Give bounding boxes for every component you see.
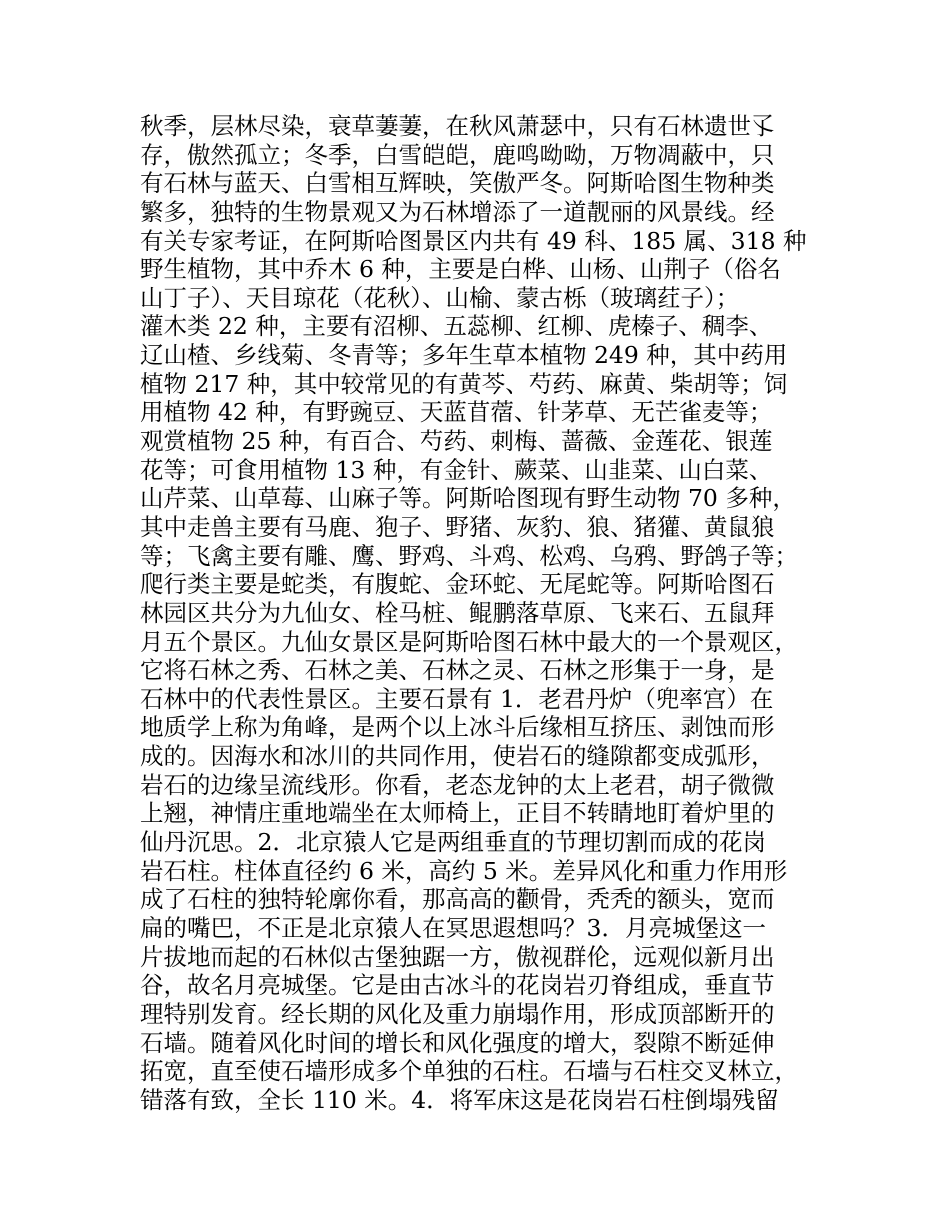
text-line: 成的。因海水和冰川的共同作用，使岩石的缝隙都变成弧形， — [140, 742, 775, 771]
text-line: 存，傲然孤立；冬季，白雪皑皑，鹿鸣呦呦，万物凋蔽中，只 — [140, 140, 775, 169]
text-line: 有关专家考证，在阿斯哈图景区内共有 49 科、185 属、318 种 — [140, 226, 807, 255]
text-line: 爬行类主要是蛇类，有腹蛇、金环蛇、无尾蛇等。阿斯哈图石 — [140, 570, 775, 599]
text-line: 其中走兽主要有马鹿、狍子、野猪、灰豹、狼、猪獾、黄鼠狼 — [140, 512, 775, 541]
text-line: 秋季，层林尽染，衰草萋萋，在秋风萧瑟中，只有石林遗世孓 — [140, 112, 775, 140]
text-line: 植物 217 种，其中较常见的有黄芩、芍药、麻黄、柴胡等；饲 — [140, 369, 788, 398]
text-line: 上翘，神情庄重地端坐在太师椅上，正目不转睛地盯着炉里的 — [140, 799, 775, 828]
text-line: 地质学上称为角峰，是两个以上冰斗后缘相互挤压、剥蚀而形 — [140, 713, 775, 742]
text-line: 繁多，独特的生物景观又为石林增添了一道靓丽的风景线。经 — [140, 197, 775, 226]
text-line: 石林中的代表性景区。主要石景有 1．老君丹炉（兜率宫）在 — [140, 684, 774, 713]
text-line: 岩石柱。柱体直径约 6 米，高约 5 米。差异风化和重力作用形 — [140, 856, 788, 885]
text-line: 岩石的边缘呈流线形。你看，老态龙钟的太上老君，胡子微微 — [140, 770, 775, 799]
text-line: 辽山楂、乡线菊、冬青等；多年生草本植物 249 种，其中药用 — [140, 341, 788, 370]
text-line: 谷，故名月亮城堡。它是由古冰斗的花岗岩刃脊组成，垂直节 — [140, 971, 775, 1000]
text-line: 理特别发育。经长期的风化及重力崩塌作用，形成顶部断开的 — [140, 999, 775, 1028]
body-text — [140, 112, 830, 1114]
text-line: 拓宽，直至使石墙形成多个单独的石柱。石墙与石柱交叉林立， — [140, 1057, 798, 1086]
text-line: 灌木类 22 种，主要有沼柳、五蕊柳、红柳、虎榛子、稠李、 — [140, 312, 773, 341]
text-line: 花等；可食用植物 13 种，有金针、蕨菜、山韭菜、山白菜、 — [140, 455, 773, 484]
text-line: 成了石柱的独特轮廓你看，那高高的颧骨，秃秃的额头，宽而 — [140, 885, 775, 914]
text-line: 观赏植物 25 种，有百合、芍药、刺梅、蔷薇、金莲花、银莲 — [140, 427, 773, 456]
text-line: 有石林与蓝天、白雪相互辉映，笑傲严冬。阿斯哈图生物种类 — [140, 169, 775, 198]
text-line: 片拔地而起的石林似古堡独踞一方，傲视群伦，远观似新月出 — [140, 942, 775, 971]
text-line: 用植物 42 种，有野豌豆、天蓝苜蓿、针茅草、无芒雀麦等； — [140, 398, 773, 427]
text-line: 它将石林之秀、石林之美、石林之灵、石林之形集于一身，是 — [140, 656, 775, 685]
text-line: 林园区共分为九仙女、栓马桩、鲲鹏落草原、飞来石、五鼠拜 — [140, 598, 775, 627]
text-line: 扁的嘴巴，不正是北京猿人在冥思遐想吗？3．月亮城堡这一 — [140, 913, 766, 942]
text-line: 野生植物，其中乔木 6 种，主要是白桦、山杨、山荆子（俗名 — [140, 255, 781, 284]
text-line: 石墙。随着风化时间的增长和风化强度的增大，裂隙不断延伸 — [140, 1028, 775, 1057]
text-line: 等；飞禽主要有雕、鹰、野鸡、斗鸡、松鸡、乌鸦、野鸽子等； — [140, 541, 798, 570]
text-line: 山芹菜、山草莓、山麻子等。阿斯哈图现有野生动物 70 多种， — [140, 484, 796, 513]
text-line: 月五个景区。九仙女景区是阿斯哈图石林中最大的一个景观区， — [140, 627, 798, 656]
text-line: 错落有致，全长 110 米。4．将军床这是花岗岩石柱倒塌残留 — [140, 1085, 779, 1114]
text-line: 仙丹沉思。2．北京猿人它是两组垂直的节理切割而成的花岗 — [140, 828, 766, 857]
text-line: 山丁子）、天目琼花（花秋）、山榆、蒙古栎（玻璃荭子）； — [140, 283, 740, 312]
